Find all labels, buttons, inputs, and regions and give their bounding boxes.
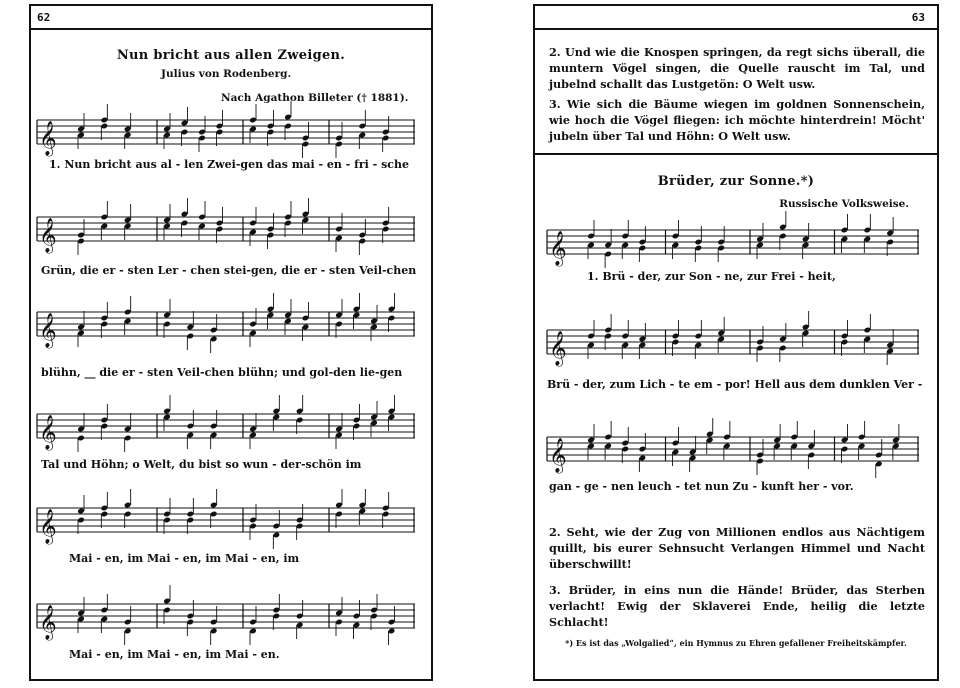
right-song-title: Brüder, zur Sonne.*) <box>657 174 815 189</box>
music-staff <box>37 502 415 544</box>
left-page-number: 62 <box>37 11 51 24</box>
music-staff <box>37 408 415 450</box>
left-page <box>29 4 433 681</box>
lyric-line: Grün, die er - sten Ler - chen stei-gen, die er - sten Veil-chen <box>41 264 417 277</box>
right-song-source: Russische Volksweise. <box>779 198 909 210</box>
lyric-line: gan - ge - nen leuch - tet nun Zu - kunft her - vor. <box>549 480 854 493</box>
left-song-composer: Nach Agathon Billeter († 1881). <box>221 92 409 104</box>
section-rule <box>535 153 937 155</box>
svg-text:𝄞: 𝄞 <box>39 415 57 450</box>
footnote: *) Es ist das „Wolgalied“, ein Hymnus zu Ehren gefallener Freiheitskämpfer. <box>565 638 907 648</box>
left-header-rule <box>31 28 431 30</box>
svg-text:𝄞: 𝄞 <box>39 509 57 544</box>
lyric-line: 1. Nun bricht aus al - len Zwei-gen das mai - en - fri - sche <box>49 158 409 171</box>
music-staff <box>547 431 919 473</box>
verse-paragraph: 2. Und wie die Knospen springen, da regt sichs überall, die muntern Vögel singen, die Quelle rauscht im Tal, und jubelnd schallt das Lustgetön: O Welt usw. <box>549 45 925 91</box>
music-staff <box>37 211 415 253</box>
music-staff <box>37 598 415 640</box>
svg-text:𝄞: 𝄞 <box>39 121 57 156</box>
right-page <box>533 4 939 681</box>
svg-text:𝄞: 𝄞 <box>39 605 57 640</box>
lyric-line: Mai - en, im Mai - en, im Mai - en, im <box>69 552 300 565</box>
svg-text:𝄞: 𝄞 <box>39 313 57 348</box>
lyric-line: blühn, __ die er - sten Veil-chen blühn; und gol-den lie-gen <box>41 366 403 379</box>
verse-paragraph: 3. Wie sich die Bäume wiegen im goldnen Sonnenschein, wie hoch die Vögel fliegen: ich möchte hinterdrein! Möcht' jubeln über Tal und Höhn: O Welt usw. <box>549 97 925 143</box>
lyric-line: Tal und Höhn; o Welt, du bist so wun - der-schön im <box>41 458 362 471</box>
music-staff <box>37 306 415 348</box>
svg-text:𝄞: 𝄞 <box>549 331 567 366</box>
right-header-rule <box>535 28 937 30</box>
left-song-title: Nun bricht aus allen Zweigen. <box>116 48 346 63</box>
svg-text:𝄞: 𝄞 <box>549 231 567 266</box>
music-staff <box>37 114 415 156</box>
lyric-line: Brü - der, zum Lich - te em - por! Hell aus dem dunklen Ver - <box>547 378 923 391</box>
lyric-line: Mai - en, im Mai - en, im Mai - en. <box>69 648 280 661</box>
lyric-line: 1. Brü - der, zur Son - ne, zur Frei - heit, <box>587 270 836 283</box>
music-staff <box>547 224 919 266</box>
svg-text:𝄞: 𝄞 <box>549 438 567 473</box>
right-page-number: 63 <box>911 11 925 24</box>
svg-text:𝄞: 𝄞 <box>39 218 57 253</box>
verse-paragraph: 3. Brüder, in eins nun die Hände! Brüder, das Sterben verlacht! Ewig der Sklaverei Ende, heilig die letzte Schlacht! <box>549 583 925 629</box>
music-staff <box>547 324 919 366</box>
verse-paragraph: 2. Seht, wie der Zug von Millionen endlos aus Nächtigem quillt, bis eurer Sehnsucht Verlangen Himmel und Nacht überschwillt! <box>549 525 925 571</box>
left-song-author: Julius von Rodenberg. <box>161 68 292 80</box>
